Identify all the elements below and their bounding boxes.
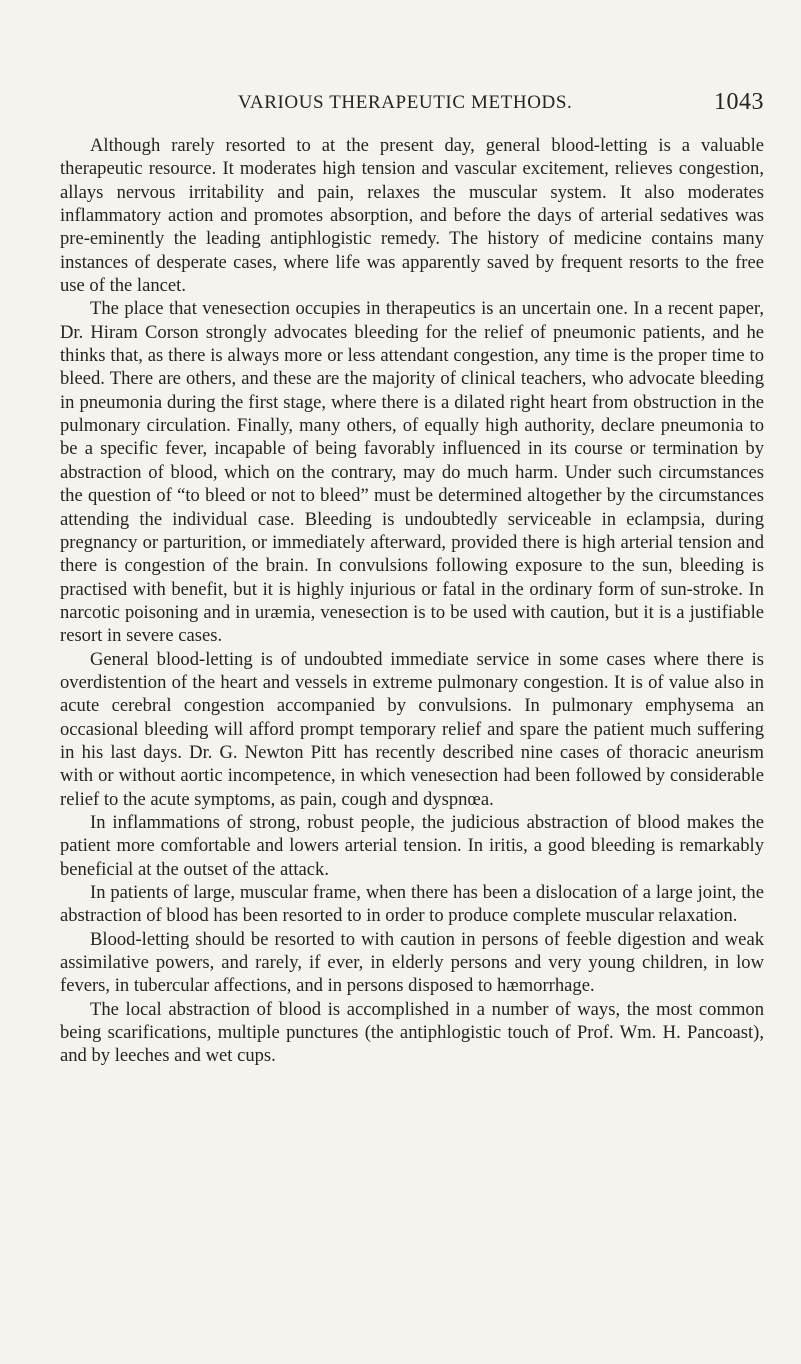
paragraph-venesection-place: The place that venesection occupies in therapeutics is an uncertain one. In a recent paper, Dr. Hiram Corson strongly advocates bleeding for the relief of pneumonic patients, and he thinks that, as there is always more or less attendant congestion, any time is the proper time to bleed. There are others, and these are the majority of clinical teachers, who advocate bleeding in pneumonia during the first stage, where there is a dilated right heart from obstruction in the pulmonary circulation. Finally, many others, of equally high authority, declare pneumonia to be a specific fever, incapable of being favorably influenced in its course or termination by abstraction of blood, which on the contrary, may do much harm. Under such circumstances the question of “to bleed or not to bleed” must be determined altogether by the circumstances attending the individual case. Bleeding is undoubtedly serviceable in eclampsia, during pregnancy or parturition, or immediately afterward, provided there is high arterial tension and there is congestion of the brain. In convulsions following exposure to the sun, bleeding is practised with benefit, but it is highly injurious or fatal in the ordinary form of sun-stroke. In narcotic poisoning and in uræmia, venesection is to be used with caution, but it is a justifiable resort in severe cases. bbox=[60, 298, 764, 647]
paragraph-inflammations: In inflammations of strong, robust people, the judicious abstraction of blood makes the patient more comfortable and lowers arterial tension. In iritis, a good bleeding is remarkably beneficial at the outset of the attack. bbox=[60, 811, 764, 880]
paragraph-general-blood-letting: Although rarely resorted to at the present day, general blood-letting is a valuable therapeutic resource. It moderates high tension and vascular excitement, relieves congestion, allays nervous irritability and pain, relaxes the muscular system. It also moderates inflammatory action and promotes absorption, and before the days of arterial sedatives was pre-eminently the leading antiphlogistic remedy. The history of medicine contains many instances of desperate cases, where life was apparently saved by frequent resorts to the free use of the lancet. bbox=[60, 135, 764, 297]
running-title: VARIOUS THERAPEUTIC METHODS. bbox=[238, 92, 573, 113]
page-number: 1043 bbox=[714, 89, 764, 115]
paragraph-undoubted-service: General blood-letting is of undoubted immediate service in some cases where there is overdistention of the heart and vessels in extreme pulmonary congestion. It is of value also in acute cerebral congestion accompanied by convulsions. In pulmonary emphysema an occasional bleeding will afford prompt temporary relief and spare the patient much suffering in his last days. Dr. G. Newton Pitt has recently described nine cases of thoracic aneurism with or without aortic incompetence, in which venesection had been followed by considerable relief to the acute symptoms, as pain, cough and dyspnœa. bbox=[60, 648, 764, 810]
running-head bbox=[60, 89, 764, 122]
paragraph-dislocation: In patients of large, muscular frame, when there has been a dislocation of a large joint, the abstraction of blood has been resorted to in order to produce complete muscular relaxation. bbox=[60, 882, 764, 927]
paragraph-caution: Blood-letting should be resorted to with caution in persons of feeble digestion and weak assimilative powers, and rarely, if ever, in elderly persons and very young children, in low fevers, in tubercular affections, and in persons disposed to hæmorrhage. bbox=[60, 928, 764, 997]
body-text bbox=[60, 134, 764, 1068]
paragraph-local-abstraction: The local abstraction of blood is accomplished in a number of ways, the most common being scarifications, multiple punctures (the antiphlogistic touch of Prof. Wm. H. Pancoast), and by leeches and wet cups. bbox=[60, 998, 764, 1067]
